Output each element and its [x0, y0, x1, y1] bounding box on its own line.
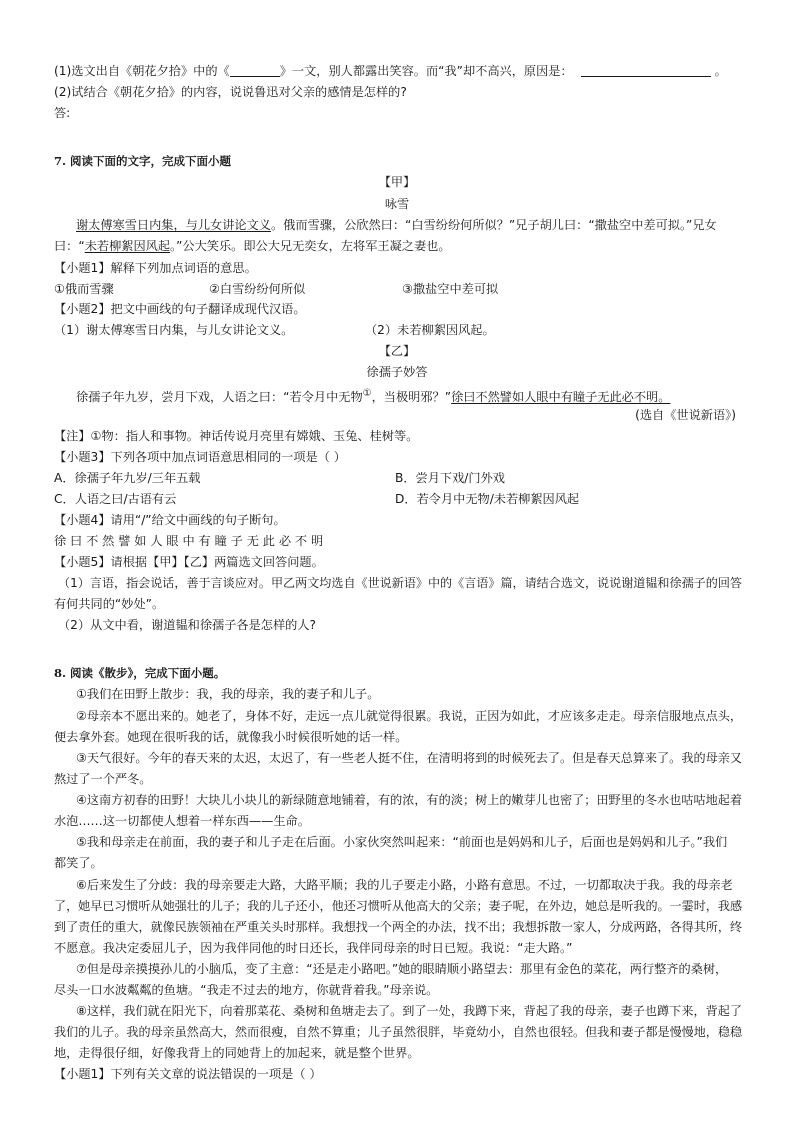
q7-subq-3-option-c[interactable]: C．人语之曰/古语有云	[54, 492, 177, 506]
q7-jia-label: 【甲】	[378, 175, 416, 189]
q8-para-line: ⑥后来发生了分歧：我的母亲要走大路，大路平顺；我的儿子要走小路，小路有意思。不过，一切都取决于我。我的母亲老	[76, 878, 733, 892]
q6-text-b: 》一文，别人都露出笑容。而“我”却不高兴，原因是：	[279, 64, 573, 78]
q7-subq-5-item-1: （1）言语，指会说话，善于言谈应对。甲乙两文均选自《世说新语》中的《言语》篇，请结合选文，说说谢道韫和徐孺子的回答	[58, 576, 742, 590]
q8-header: 8. 阅读《散步》，完成下面小题。	[54, 666, 226, 680]
q7-yi-text-a: 徐孺子年九岁，尝月下戏，人语之曰：“若令月中无物	[76, 390, 363, 405]
q7-subq-3-option-d[interactable]: D．若令月中无物/未若柳絮因风起	[395, 492, 580, 506]
answer-blank-title	[230, 64, 280, 77]
q7-subq-3: 【小题3】下列各项中加点词语意思相同的一项是（ ）	[54, 450, 346, 464]
q7-subq-2-item-1: （1）谢太傅寒雪日内集，与儿女讲论文义。	[54, 323, 294, 337]
q7-jia-p2	[54, 237, 451, 255]
q8-para-line: ⑤我和母亲走在前面，我的妻子和儿子走在后面。小家伙突然叫起来：“前面也是妈妈和儿子，后面也是妈妈和儿子。”我们	[76, 835, 728, 849]
q7-subq-1: 【小题1】解释下列加点词语的意思。	[54, 261, 257, 275]
q7-subq-4-sentence: 徐 曰 不 然 譬 如 人 眼 中 有 瞳 子 无 此 必 不 明	[54, 534, 324, 548]
q7-subq-2: 【小题2】把文中画线的句子翻译成现代汉语。	[54, 302, 306, 316]
q8-para-line: ⑦但是母亲摸摸孙儿的小脑瓜，变了主意：“还是走小路吧。”她的眼睛顺小路望去：那里有金色的菜花，两行整齐的桑树，	[76, 962, 728, 976]
q7-yi-title: 徐孺子妙答	[366, 365, 428, 379]
q7-jia-p2-text-b: 。”公大笑乐。即公大兄无奕女，左将军王凝之妻也。	[170, 239, 451, 253]
q7-underlined-sentence-2: 未若柳絮因风起	[84, 239, 171, 253]
q7-subq-1-item-c: ③撒盐空中差可拟	[402, 282, 499, 296]
q8-para-line: ⑧这样，我们就在阳光下，向着那菜花、桑树和鱼塘走去了。到了一处，我蹲下来，背起了我的母亲，妻子也蹲下来，背起了	[76, 1004, 742, 1018]
q6-line-1	[54, 62, 727, 80]
q7-jia-p1	[76, 216, 717, 234]
q8-para-line: ②母亲本不愿出来的。她老了，身体不好，走远一点儿就觉得很累。我说，正因为如此，才应该多走走。母亲信服地点点头，	[76, 709, 742, 723]
q8-para-line: 地，走得很仔细，好像我背上的同她背上的加起来，就是整个世界。	[54, 1046, 420, 1060]
footnote-marker: ①	[362, 388, 372, 399]
q6-text-c: 。	[714, 64, 727, 78]
q8-para-line: 都笑了。	[54, 856, 103, 870]
q7-subq-5-item-2: （2）从文中看，谢道韫和徐孺子各是怎样的人?	[58, 618, 316, 632]
q7-subq-1-item-a: ①俄而雪骤	[54, 282, 114, 296]
q7-source: (选自《世说新语》)	[635, 408, 736, 422]
q7-note: 【注】①物：指人和事物。神话传说月亮里有嫦娥、玉兔、桂树等。	[54, 429, 419, 443]
q8-para-line: 便去拿外套。她现在很听我的话，就像我小时候很听她的话一样。	[54, 730, 408, 744]
q7-subq-2-item-2: （2）未若柳絮因风起。	[365, 323, 495, 337]
q7-subq-3-option-b[interactable]: B．尝月下戏/门外戏	[395, 471, 505, 485]
q7-subq-4: 【小题4】请用“/”给文中画线的句子断句。	[54, 513, 286, 527]
q8-subq-1: 【小题1】下列有关文章的说法错误的一项是（ ）	[54, 1067, 322, 1081]
q7-underlined-sentence-1: 谢太傅寒雪日内集，与儿女讲论文义	[76, 218, 271, 232]
q7-underlined-sentence-3: 徐曰不然譬如人眼中有瞳子无此必不明。	[451, 390, 671, 405]
q6-text-a: (1)选文出自《朝花夕拾》中的《	[54, 64, 230, 78]
q8-para-line: 我们的儿子。我的母亲虽然高大，然而很瘦，自然不算重；儿子虽然很胖，毕竟幼小，自然也很轻。但我和妻子都是慢慢地，稳稳	[54, 1025, 743, 1039]
q7-jia-p2-text-a: 曰：“	[54, 239, 85, 253]
q7-jia-p1-text: 。俄而雪骤，公欣然曰：“白雪纷纷何所似？”兄子胡儿曰：“撒盐空中差可拟。”兄女	[271, 218, 717, 232]
answer-blank-reason	[581, 64, 711, 77]
q8-para-line: ④这南方初春的田野！大块儿小块儿的新绿随意地铺着，有的浓，有的淡；树上的嫩芽儿也密了；田野里的冬水也咕咕地起着	[76, 793, 742, 807]
q6-line-2: (2)试结合《朝花夕拾》的内容，说说鲁迅对父亲的感情是怎样的?	[54, 85, 407, 99]
q7-jia-title: 咏雪	[384, 197, 410, 211]
q6-answer-label: 答:	[54, 106, 71, 120]
q8-para-line: 水泡……这一切都使人想着一样东西——生命。	[54, 814, 310, 828]
q7-yi-p1	[76, 385, 670, 406]
q8-para-line: 到了责任的重大，就像民族领袖在严重关头时那样。我想找一个两全的办法，找不出；我想拆散一家人，分成两路，各得其所，终	[54, 920, 743, 934]
q8-para-line: 不愿意。我决定委屈儿子，因为我伴同他的时日还长，我伴同母亲的时日已短。我说：“走大路。”	[54, 941, 573, 955]
q8-para-line: 尽头一口水波粼粼的鱼塘。“我走不过去的地方，你就背着我。”母亲说。	[54, 983, 439, 997]
q8-para-line: 熬过了一个严冬。	[54, 772, 152, 786]
q8-para-line: ①我们在田野上散步：我，我的母亲，我的妻子和儿子。	[76, 687, 380, 701]
q7-subq-3-option-a[interactable]: A．徐孺子年九岁/三年五载	[54, 471, 201, 485]
q8-para-line: 了，她早已习惯听从她强壮的儿子；我的儿子还小，他还习惯听从他高大的父亲；妻子呢，在外边，她总是听我的。一霎时，我感	[54, 899, 743, 913]
q7-header: 7. 阅读下面的文字，完成下面小题	[54, 154, 232, 168]
q7-yi-label: 【乙】	[378, 344, 416, 358]
q7-subq-5: 【小题5】请根据【甲】【乙】两篇选文回答问题。	[54, 555, 324, 569]
q8-para-line: ③天气很好。今年的春天来的太迟，太迟了，有一些老人挺不住，在清明将到的时候死去了。但是春天总算来了。我的母亲又	[76, 751, 742, 765]
q7-yi-text-b: ，当极明邪？”	[371, 390, 452, 405]
q7-subq-1-item-b: ②白雪纷纷何所似	[209, 282, 306, 296]
q7-subq-5-item-1-cont: 有何共同的“妙处”。	[54, 597, 165, 611]
